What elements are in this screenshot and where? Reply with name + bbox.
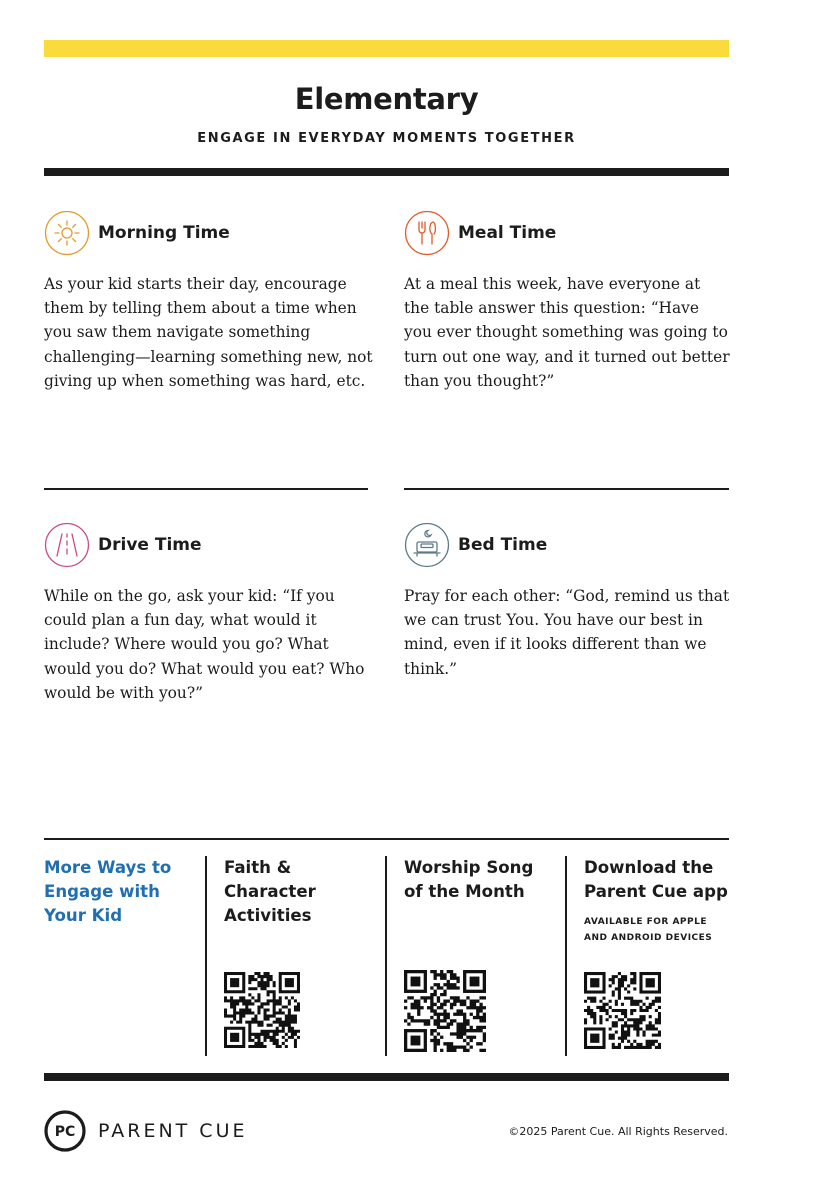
download-app-heading: Download the Parent Cue app (584, 858, 728, 901)
bed-moon-icon (404, 522, 450, 568)
parent-cue-logo-icon (44, 1110, 86, 1152)
card-title: Morning Time (98, 223, 230, 243)
card-bed-time (404, 522, 730, 681)
qr-finder-pattern (586, 974, 604, 992)
section-divider-left (44, 488, 368, 490)
worship-song-qr-code[interactable] (404, 970, 486, 1052)
app-download-qr-code[interactable] (584, 972, 661, 1049)
brand-name: PARENT CUE (98, 1120, 248, 1142)
faith-activities-heading: Faith & Character Activities (224, 858, 316, 925)
qr-finder-pattern (280, 974, 298, 992)
page-subtitle: ENGAGE IN EVERYDAY MOMENTS TOGETHER (197, 131, 576, 146)
logo-lettering: PC (54, 1124, 76, 1140)
card-body: Pray for each other: “God, remind us that we can trust You. You have our best in mind, even if it looks different than we think.” (404, 587, 730, 678)
faith-activities-qr-code[interactable] (224, 972, 300, 1048)
footer-divider (44, 1073, 729, 1081)
card-title: Meal Time (458, 223, 557, 243)
road-icon (44, 522, 90, 568)
worship-column (404, 856, 554, 904)
card-body: As your kid starts their day, encourage them by telling them about a time when you saw them navigate something challenging—learning something new, not giving up when something was hard, etc. (44, 275, 373, 390)
footer-top-divider (44, 838, 729, 840)
header-divider (44, 168, 729, 176)
card-drive-time (44, 522, 374, 705)
copyright-notice: ©2025 Parent Cue. All Rights Reserved. (508, 1125, 728, 1138)
footer-column-divider (205, 856, 207, 1056)
qr-finder-pattern (226, 1028, 244, 1046)
qr-finder-pattern (406, 972, 426, 992)
download-column (584, 856, 734, 946)
qr-finder-pattern (226, 974, 244, 992)
fork-knife-icon (404, 210, 450, 256)
available-devices-note: AVAILABLE FOR APPLE AND ANDROID DEVICES (584, 917, 713, 943)
section-divider-right (404, 488, 729, 490)
worship-song-heading: Worship Song of the Month (404, 858, 534, 901)
qr-finder-pattern (465, 972, 485, 992)
top-accent-bar (44, 40, 729, 57)
qr-finder-pattern (586, 1029, 604, 1047)
card-meal-time (404, 210, 730, 393)
card-body: While on the go, ask your kid: “If you could plan a fun day, what would it include? Where would you go? What would you do? What would you eat? Who would be with you?” (44, 587, 365, 702)
qr-finder-pattern (406, 1031, 426, 1051)
parent-cue-brand (44, 1110, 247, 1152)
page-title: Elementary (294, 82, 479, 116)
card-title: Drive Time (98, 535, 202, 555)
card-morning-time (44, 210, 374, 393)
more-ways-heading: More Ways to Engage with Your Kid (44, 858, 172, 925)
card-title: Bed Time (458, 535, 548, 555)
faith-column (224, 856, 374, 928)
sun-icon (44, 210, 90, 256)
card-body: At a meal this week, have everyone at the table answer this question: “Have you ever thought something was going to turn out one way, and it turned out better than you thought?” (404, 275, 730, 390)
qr-finder-pattern (641, 974, 659, 992)
footer-column-divider (385, 856, 387, 1056)
footer-column-divider (565, 856, 567, 1056)
more-ways-column (44, 856, 194, 928)
